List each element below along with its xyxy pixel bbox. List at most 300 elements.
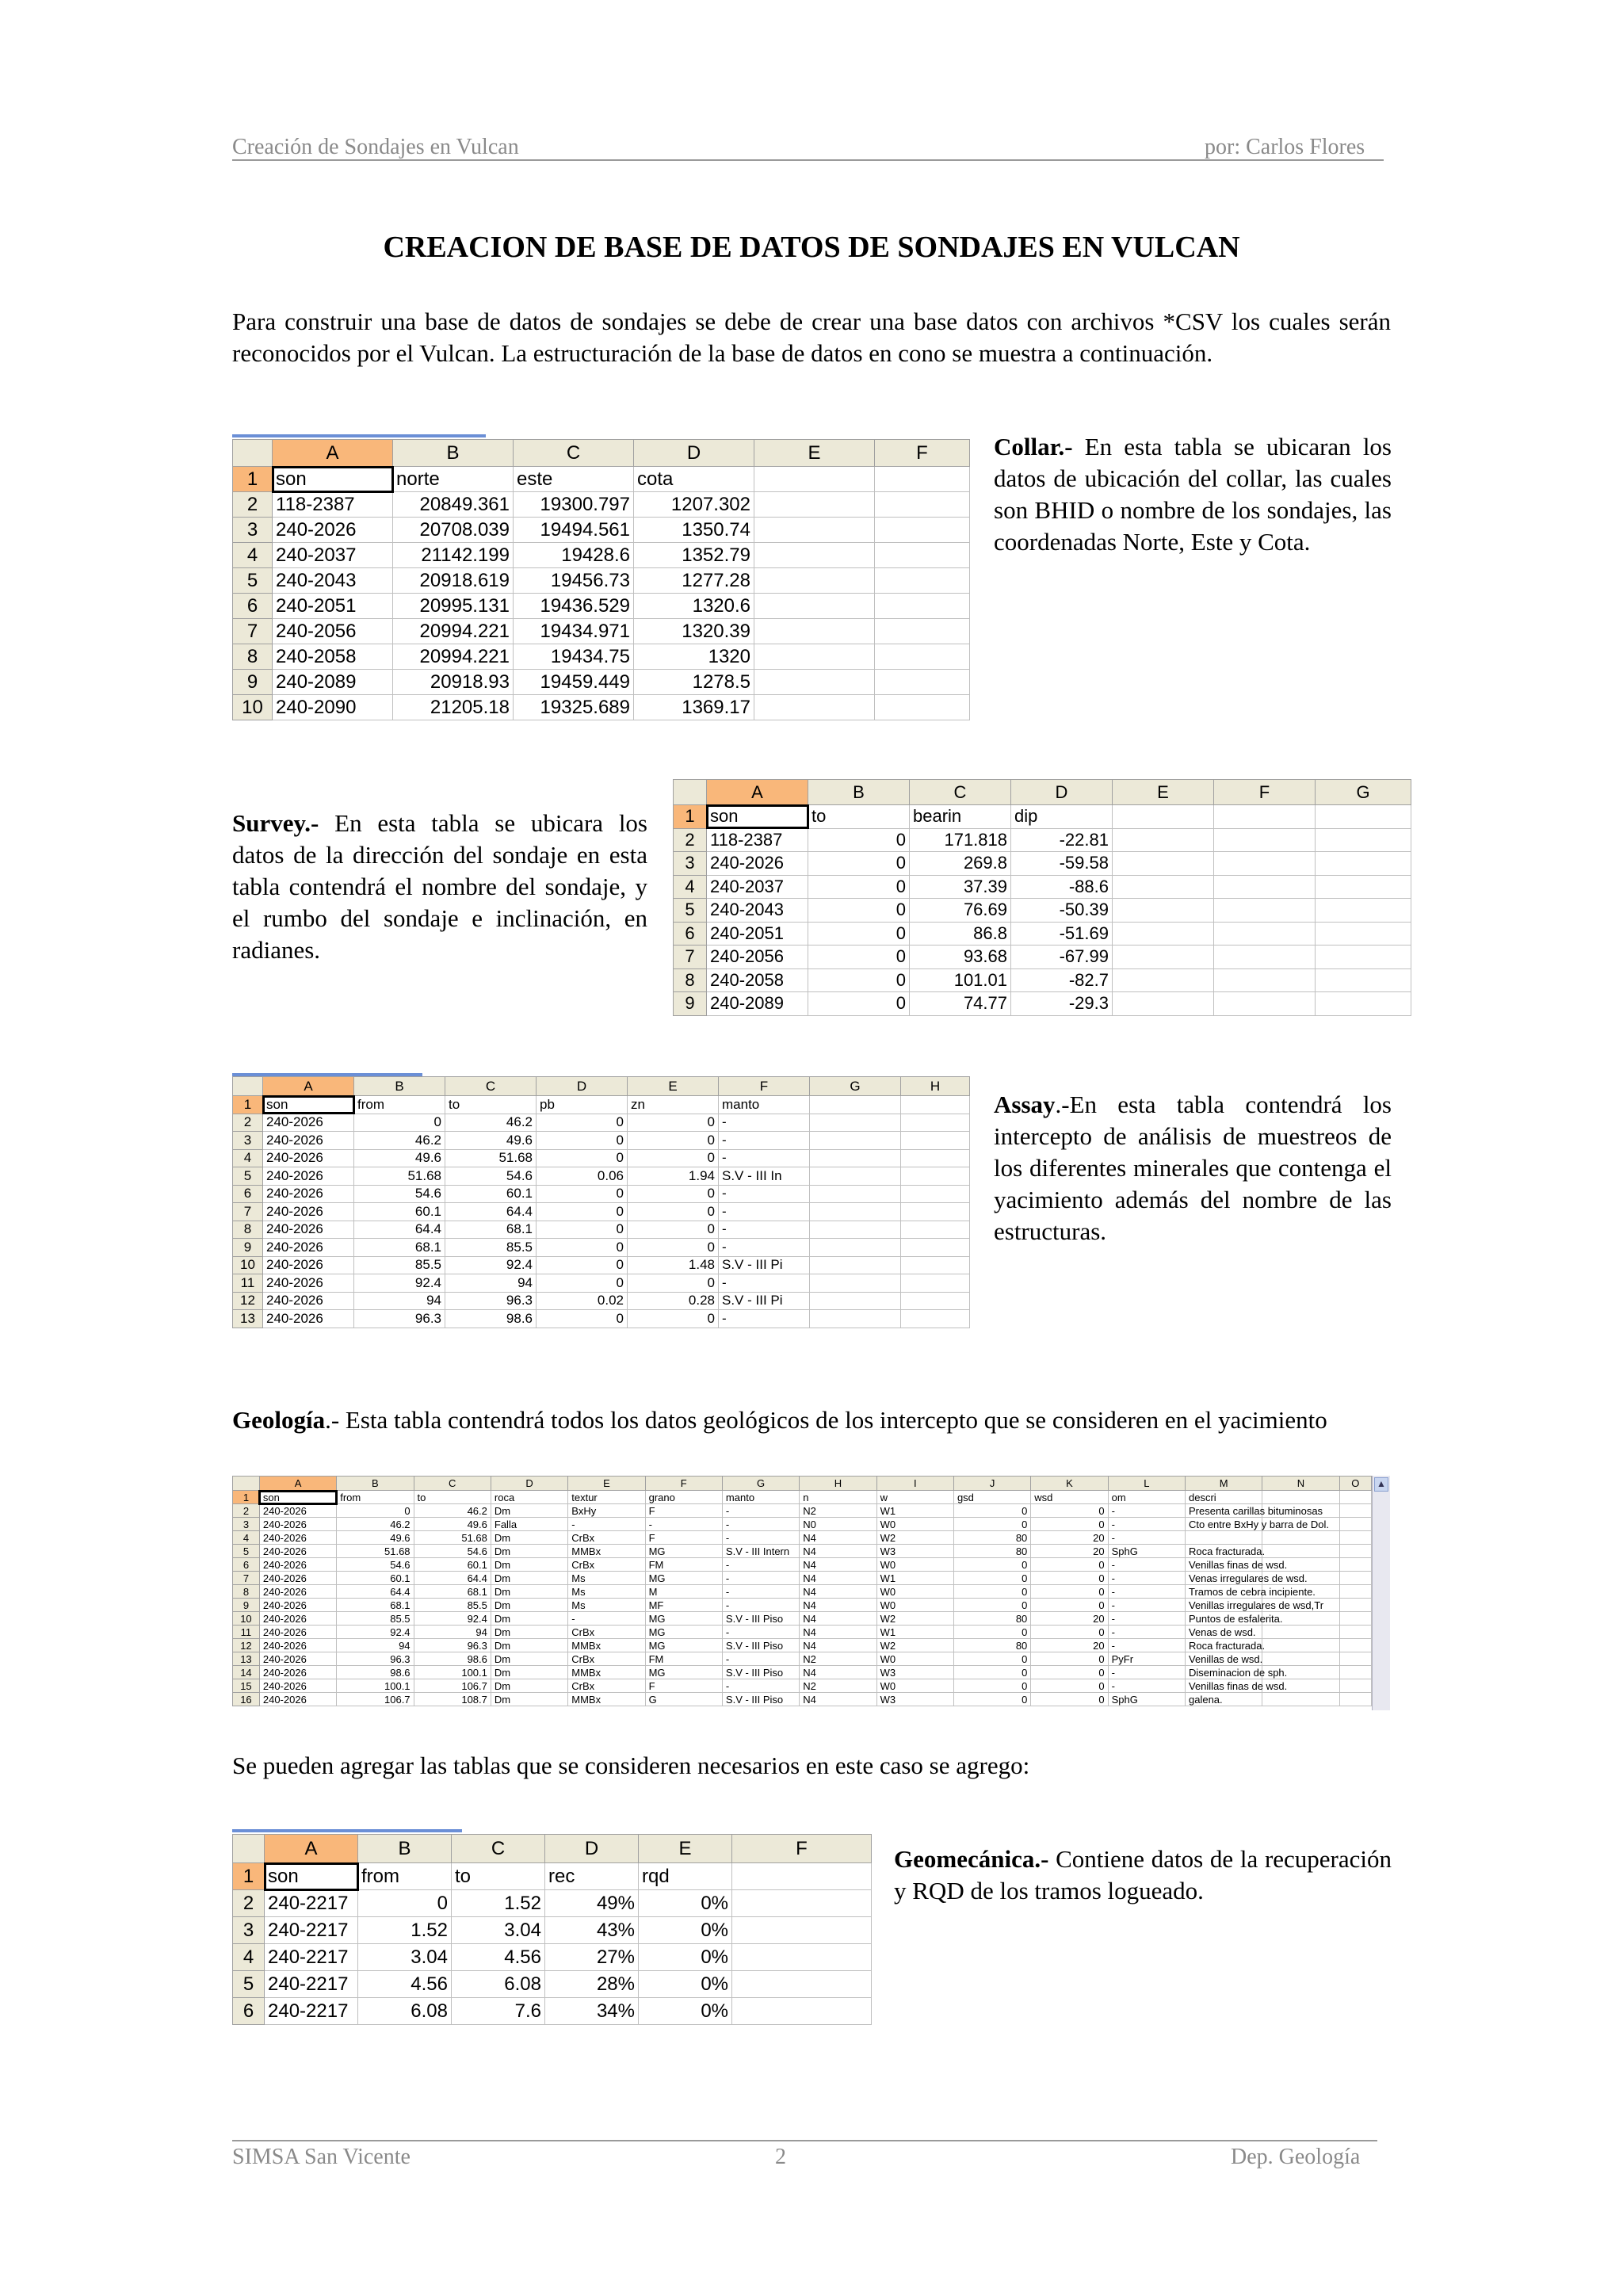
- cell[interactable]: [1339, 1652, 1371, 1666]
- cell[interactable]: 19494.561: [514, 518, 634, 543]
- cell[interactable]: Dm: [491, 1652, 567, 1666]
- cell[interactable]: [1316, 992, 1411, 1016]
- column-header-f[interactable]: F: [732, 1835, 872, 1863]
- row-header[interactable]: 3: [233, 518, 273, 543]
- cell[interactable]: [810, 1132, 901, 1150]
- cell[interactable]: CrBx: [568, 1652, 645, 1666]
- cell[interactable]: to: [808, 805, 910, 829]
- column-header-g[interactable]: G: [722, 1477, 799, 1491]
- cell[interactable]: [810, 1239, 901, 1257]
- row-header[interactable]: 6: [674, 922, 707, 946]
- cell[interactable]: -: [719, 1239, 810, 1257]
- row-header[interactable]: 11: [233, 1626, 260, 1639]
- cell[interactable]: este: [514, 467, 634, 492]
- cell[interactable]: [810, 1167, 901, 1186]
- cell[interactable]: 240-2026: [259, 1652, 336, 1666]
- column-header-d[interactable]: D: [1011, 780, 1113, 805]
- cell[interactable]: [1214, 805, 1316, 829]
- cell[interactable]: Dm: [491, 1531, 567, 1545]
- cell[interactable]: 96.3: [337, 1652, 414, 1666]
- cell[interactable]: 240-2026: [259, 1612, 336, 1626]
- cell[interactable]: -: [719, 1132, 810, 1150]
- row-header[interactable]: 8: [233, 644, 273, 670]
- column-header-b[interactable]: B: [808, 780, 910, 805]
- cell[interactable]: -: [1108, 1558, 1185, 1572]
- cell[interactable]: w: [876, 1491, 953, 1504]
- cell[interactable]: 0: [537, 1132, 628, 1150]
- column-header-c[interactable]: C: [514, 440, 634, 467]
- cell[interactable]: Dm: [491, 1666, 567, 1679]
- row-header[interactable]: 4: [233, 1944, 265, 1971]
- cell[interactable]: [732, 1890, 872, 1917]
- cell[interactable]: [754, 543, 875, 568]
- geologia-vertical-scrollbar[interactable]: [1372, 1476, 1390, 1710]
- cell[interactable]: 0: [628, 1149, 719, 1167]
- cell[interactable]: [754, 670, 875, 695]
- row-header[interactable]: 9: [674, 992, 707, 1016]
- cell[interactable]: 240-2090: [273, 695, 393, 720]
- cell[interactable]: to: [452, 1863, 545, 1890]
- cell[interactable]: 1207.302: [634, 492, 754, 518]
- cell[interactable]: 20: [1031, 1531, 1108, 1545]
- cell[interactable]: MG: [645, 1612, 722, 1626]
- column-header-e[interactable]: E: [628, 1077, 719, 1096]
- cell[interactable]: [1262, 1652, 1339, 1666]
- cell[interactable]: Cto entre BxHy y barra de Dol.: [1185, 1518, 1262, 1531]
- cell[interactable]: [901, 1149, 970, 1167]
- cell[interactable]: 19434.971: [514, 619, 634, 644]
- column-header-h[interactable]: H: [901, 1077, 970, 1096]
- column-header-a[interactable]: A: [707, 780, 808, 805]
- cell[interactable]: roca: [491, 1491, 567, 1504]
- column-header-j[interactable]: J: [953, 1477, 1030, 1491]
- cell[interactable]: [754, 467, 875, 492]
- cell[interactable]: -82.7: [1011, 968, 1113, 992]
- cell[interactable]: S.V - III Pi: [719, 1256, 810, 1274]
- cell[interactable]: 240-2043: [273, 568, 393, 594]
- cell[interactable]: W0: [876, 1652, 953, 1666]
- cell[interactable]: [1262, 1639, 1339, 1652]
- cell[interactable]: 0: [354, 1114, 445, 1132]
- cell[interactable]: 64.4: [337, 1585, 414, 1599]
- cell[interactable]: [901, 1185, 970, 1203]
- cell[interactable]: 98.6: [337, 1666, 414, 1679]
- cell[interactable]: -: [719, 1185, 810, 1203]
- cell[interactable]: 0%: [639, 1917, 732, 1944]
- cell[interactable]: 19325.689: [514, 695, 634, 720]
- cell[interactable]: [1339, 1545, 1371, 1558]
- column-header-g[interactable]: G: [1316, 780, 1411, 805]
- cell[interactable]: -: [719, 1149, 810, 1167]
- cell[interactable]: 240-2026: [263, 1256, 354, 1274]
- cell[interactable]: Ms: [568, 1599, 645, 1612]
- cell[interactable]: 0: [953, 1666, 1030, 1679]
- cell[interactable]: 96.3: [414, 1639, 491, 1652]
- cell[interactable]: -: [1108, 1626, 1185, 1639]
- cell[interactable]: [1339, 1572, 1371, 1585]
- column-header-e[interactable]: E: [1113, 780, 1214, 805]
- row-header[interactable]: 5: [233, 1545, 260, 1558]
- cell[interactable]: 0: [808, 968, 910, 992]
- cell[interactable]: F: [645, 1531, 722, 1545]
- cell[interactable]: F: [645, 1679, 722, 1693]
- cell[interactable]: [901, 1221, 970, 1239]
- cell[interactable]: Dm: [491, 1599, 567, 1612]
- cell[interactable]: from: [358, 1863, 452, 1890]
- cell[interactable]: [810, 1310, 901, 1328]
- cell[interactable]: [1262, 1626, 1339, 1639]
- cell[interactable]: [732, 1863, 872, 1890]
- cell[interactable]: W1: [876, 1504, 953, 1518]
- cell[interactable]: 46.2: [354, 1132, 445, 1150]
- cell[interactable]: [732, 1944, 872, 1971]
- cell[interactable]: N4: [800, 1666, 876, 1679]
- cell[interactable]: Venillas irregulares de wsd,Tr: [1185, 1599, 1262, 1612]
- column-header-l[interactable]: L: [1108, 1477, 1185, 1491]
- cell[interactable]: 27%: [545, 1944, 639, 1971]
- cell[interactable]: 85.5: [414, 1599, 491, 1612]
- cell[interactable]: N4: [800, 1545, 876, 1558]
- cell[interactable]: 106.7: [414, 1679, 491, 1693]
- cell[interactable]: [1214, 899, 1316, 923]
- cell[interactable]: [1113, 875, 1214, 899]
- cell[interactable]: 240-2026: [263, 1114, 354, 1132]
- cell[interactable]: 100.1: [337, 1679, 414, 1693]
- cell[interactable]: 19456.73: [514, 568, 634, 594]
- cell[interactable]: [1113, 899, 1214, 923]
- cell[interactable]: [901, 1132, 970, 1150]
- cell[interactable]: 0: [953, 1518, 1030, 1531]
- row-header[interactable]: 5: [233, 1167, 263, 1186]
- cell[interactable]: CrBx: [568, 1626, 645, 1639]
- cell[interactable]: -: [722, 1585, 799, 1599]
- cell[interactable]: 240-2051: [707, 922, 808, 946]
- cell[interactable]: [810, 1149, 901, 1167]
- cell[interactable]: [1339, 1599, 1371, 1612]
- cell[interactable]: [810, 1256, 901, 1274]
- cell[interactable]: 240-2026: [263, 1149, 354, 1167]
- cell[interactable]: 240-2026: [259, 1679, 336, 1693]
- cell[interactable]: [1113, 805, 1214, 829]
- cell[interactable]: [1214, 875, 1316, 899]
- cell[interactable]: 0: [537, 1274, 628, 1293]
- cell[interactable]: 0: [537, 1239, 628, 1257]
- cell[interactable]: [901, 1096, 970, 1114]
- cell[interactable]: 51.68: [414, 1531, 491, 1545]
- cell[interactable]: -: [722, 1558, 799, 1572]
- cell[interactable]: 0: [628, 1203, 719, 1221]
- row-header[interactable]: 15: [233, 1679, 260, 1693]
- cell[interactable]: -: [568, 1518, 645, 1531]
- cell[interactable]: Ms: [568, 1585, 645, 1599]
- cell[interactable]: -: [719, 1203, 810, 1221]
- cell[interactable]: [1214, 946, 1316, 969]
- column-header-c[interactable]: C: [910, 780, 1011, 805]
- cell[interactable]: Diseminacion de sph.: [1185, 1666, 1262, 1679]
- cell[interactable]: S.V - III Piso: [722, 1639, 799, 1652]
- cell[interactable]: [810, 1185, 901, 1203]
- cell[interactable]: -: [722, 1599, 799, 1612]
- cell[interactable]: bearin: [910, 805, 1011, 829]
- cell[interactable]: 1369.17: [634, 695, 754, 720]
- cell[interactable]: 49.6: [445, 1132, 537, 1150]
- cell[interactable]: [875, 619, 970, 644]
- cell[interactable]: Venillas finas de wsd.: [1185, 1679, 1262, 1693]
- cell[interactable]: 68.1: [337, 1599, 414, 1612]
- cell[interactable]: Puntos de esfalerita.: [1185, 1612, 1262, 1626]
- cell[interactable]: -: [1108, 1679, 1185, 1693]
- cell[interactable]: 240-2026: [259, 1626, 336, 1639]
- cell[interactable]: -: [722, 1679, 799, 1693]
- cell[interactable]: [1339, 1558, 1371, 1572]
- cell[interactable]: 21142.199: [393, 543, 514, 568]
- cell[interactable]: 1.52: [358, 1917, 452, 1944]
- cell[interactable]: MG: [645, 1545, 722, 1558]
- column-header-d[interactable]: D: [634, 440, 754, 467]
- cell[interactable]: 240-2056: [273, 619, 393, 644]
- cell[interactable]: 118-2387: [707, 828, 808, 852]
- cell[interactable]: 0: [537, 1203, 628, 1221]
- cell[interactable]: 60.1: [354, 1203, 445, 1221]
- cell[interactable]: -: [1108, 1599, 1185, 1612]
- cell[interactable]: [875, 543, 970, 568]
- cell[interactable]: 240-2026: [263, 1274, 354, 1293]
- cell[interactable]: 3.04: [452, 1917, 545, 1944]
- cell[interactable]: zn: [628, 1096, 719, 1114]
- cell[interactable]: 98.6: [414, 1652, 491, 1666]
- cell[interactable]: -: [1108, 1666, 1185, 1679]
- cell[interactable]: 0: [1031, 1518, 1108, 1531]
- cell[interactable]: -: [722, 1626, 799, 1639]
- cell[interactable]: 0: [1031, 1599, 1108, 1612]
- cell[interactable]: [754, 695, 875, 720]
- cell[interactable]: MMBx: [568, 1666, 645, 1679]
- cell[interactable]: 96.3: [354, 1310, 445, 1328]
- cell[interactable]: W0: [876, 1599, 953, 1612]
- select-all-corner[interactable]: [674, 780, 707, 805]
- cell[interactable]: 92.4: [414, 1612, 491, 1626]
- cell[interactable]: 240-2217: [265, 1971, 358, 1998]
- cell[interactable]: [875, 467, 970, 492]
- cell[interactable]: CrBx: [568, 1531, 645, 1545]
- cell[interactable]: Falla: [491, 1518, 567, 1531]
- column-header-e[interactable]: E: [568, 1477, 645, 1491]
- cell[interactable]: [1214, 992, 1316, 1016]
- cell[interactable]: 94: [445, 1274, 537, 1293]
- cell[interactable]: 0: [953, 1599, 1030, 1612]
- cell[interactable]: W2: [876, 1531, 953, 1545]
- column-header-b[interactable]: B: [393, 440, 514, 467]
- cell[interactable]: 0%: [639, 1944, 732, 1971]
- cell[interactable]: -: [719, 1221, 810, 1239]
- row-header[interactable]: 7: [674, 946, 707, 969]
- cell[interactable]: 240-2043: [707, 899, 808, 923]
- column-header-a[interactable]: A: [273, 440, 393, 467]
- column-header-e[interactable]: E: [754, 440, 875, 467]
- row-header[interactable]: 7: [233, 619, 273, 644]
- cell[interactable]: SphG: [1108, 1545, 1185, 1558]
- cell[interactable]: G: [645, 1693, 722, 1706]
- cell[interactable]: 240-2026: [263, 1239, 354, 1257]
- cell[interactable]: 240-2026: [259, 1666, 336, 1679]
- row-header[interactable]: 7: [233, 1203, 263, 1221]
- cell[interactable]: [901, 1239, 970, 1257]
- cell[interactable]: [875, 568, 970, 594]
- cell[interactable]: -: [719, 1114, 810, 1132]
- column-header-f[interactable]: F: [719, 1077, 810, 1096]
- cell[interactable]: 0: [1031, 1652, 1108, 1666]
- cell[interactable]: [1339, 1679, 1371, 1693]
- cell[interactable]: [901, 1114, 970, 1132]
- cell[interactable]: 0: [1031, 1504, 1108, 1518]
- cell[interactable]: 20708.039: [393, 518, 514, 543]
- cell[interactable]: 20849.361: [393, 492, 514, 518]
- cell[interactable]: galena.: [1185, 1693, 1262, 1706]
- cell[interactable]: 64.4: [354, 1221, 445, 1239]
- scroll-up-icon[interactable]: ▲: [1374, 1477, 1388, 1492]
- cell[interactable]: 240-2037: [707, 875, 808, 899]
- row-header[interactable]: 4: [233, 1531, 260, 1545]
- cell[interactable]: son: [263, 1096, 354, 1114]
- cell[interactable]: 49%: [545, 1890, 639, 1917]
- cell[interactable]: M: [645, 1585, 722, 1599]
- row-header[interactable]: 2: [233, 492, 273, 518]
- column-header-h[interactable]: H: [800, 1477, 876, 1491]
- cell[interactable]: [1316, 875, 1411, 899]
- row-header[interactable]: 12: [233, 1639, 260, 1652]
- cell[interactable]: -: [1108, 1518, 1185, 1531]
- cell[interactable]: FM: [645, 1558, 722, 1572]
- cell[interactable]: 3.04: [358, 1944, 452, 1971]
- row-header[interactable]: 5: [674, 899, 707, 923]
- cell[interactable]: cota: [634, 467, 754, 492]
- cell[interactable]: [1316, 968, 1411, 992]
- cell[interactable]: N4: [800, 1585, 876, 1599]
- column-header-o[interactable]: O: [1339, 1477, 1371, 1491]
- cell[interactable]: MG: [645, 1572, 722, 1585]
- cell[interactable]: [875, 492, 970, 518]
- cell[interactable]: -: [1108, 1504, 1185, 1518]
- cell[interactable]: 0%: [639, 1998, 732, 2025]
- cell[interactable]: 80: [953, 1531, 1030, 1545]
- cell[interactable]: W1: [876, 1626, 953, 1639]
- cell[interactable]: W2: [876, 1639, 953, 1652]
- cell[interactable]: Ms: [568, 1572, 645, 1585]
- cell[interactable]: S.V - III In: [719, 1167, 810, 1186]
- cell[interactable]: [754, 644, 875, 670]
- cell[interactable]: n: [800, 1491, 876, 1504]
- column-header-d[interactable]: D: [545, 1835, 639, 1863]
- cell[interactable]: 0: [1031, 1679, 1108, 1693]
- cell[interactable]: to: [445, 1096, 537, 1114]
- row-header[interactable]: 13: [233, 1310, 263, 1328]
- cell[interactable]: FM: [645, 1652, 722, 1666]
- cell[interactable]: 54.6: [354, 1185, 445, 1203]
- cell[interactable]: [810, 1221, 901, 1239]
- cell[interactable]: 46.2: [337, 1518, 414, 1531]
- cell[interactable]: -22.81: [1011, 828, 1113, 852]
- cell[interactable]: 85.5: [354, 1256, 445, 1274]
- cell[interactable]: 51.68: [354, 1167, 445, 1186]
- cell[interactable]: [1262, 1545, 1339, 1558]
- cell[interactable]: 0: [628, 1132, 719, 1150]
- cell[interactable]: 19300.797: [514, 492, 634, 518]
- cell[interactable]: 54.6: [414, 1545, 491, 1558]
- cell[interactable]: 1320.39: [634, 619, 754, 644]
- cell[interactable]: rqd: [639, 1863, 732, 1890]
- row-header[interactable]: 14: [233, 1666, 260, 1679]
- cell[interactable]: S.V - III Piso: [722, 1693, 799, 1706]
- cell[interactable]: [810, 1203, 901, 1221]
- column-header-f[interactable]: F: [645, 1477, 722, 1491]
- cell[interactable]: 0: [537, 1114, 628, 1132]
- column-header-c[interactable]: C: [452, 1835, 545, 1863]
- cell[interactable]: [810, 1114, 901, 1132]
- row-header[interactable]: 6: [233, 594, 273, 619]
- cell[interactable]: Dm: [491, 1585, 567, 1599]
- cell[interactable]: 240-2058: [707, 968, 808, 992]
- cell[interactable]: 0: [953, 1572, 1030, 1585]
- cell[interactable]: 0: [358, 1890, 452, 1917]
- column-header-b[interactable]: B: [354, 1077, 445, 1096]
- cell[interactable]: 80: [953, 1612, 1030, 1626]
- cell[interactable]: 19428.6: [514, 543, 634, 568]
- cell[interactable]: 240-2089: [707, 992, 808, 1016]
- column-header-d[interactable]: D: [491, 1477, 567, 1491]
- cell[interactable]: 0: [628, 1221, 719, 1239]
- cell[interactable]: W1: [876, 1572, 953, 1585]
- cell[interactable]: [1316, 899, 1411, 923]
- row-header[interactable]: 1: [233, 1096, 263, 1114]
- cell[interactable]: 94: [414, 1626, 491, 1639]
- cell[interactable]: [810, 1292, 901, 1310]
- cell[interactable]: 54.6: [445, 1167, 537, 1186]
- cell[interactable]: 240-2026: [259, 1585, 336, 1599]
- cell[interactable]: 20995.131: [393, 594, 514, 619]
- cell[interactable]: 6.08: [358, 1998, 452, 2025]
- cell[interactable]: 0: [953, 1504, 1030, 1518]
- cell[interactable]: Venas irregulares de wsd.: [1185, 1572, 1262, 1585]
- cell[interactable]: S.V - III Intern: [722, 1545, 799, 1558]
- cell[interactable]: MMBx: [568, 1545, 645, 1558]
- cell[interactable]: 240-2051: [273, 594, 393, 619]
- cell[interactable]: 49.6: [414, 1518, 491, 1531]
- cell[interactable]: N0: [800, 1518, 876, 1531]
- cell[interactable]: 0: [628, 1310, 719, 1328]
- cell[interactable]: 0: [808, 946, 910, 969]
- cell[interactable]: 0: [953, 1558, 1030, 1572]
- column-header-f[interactable]: F: [875, 440, 970, 467]
- cell[interactable]: 20918.93: [393, 670, 514, 695]
- cell[interactable]: from: [337, 1491, 414, 1504]
- cell[interactable]: 1278.5: [634, 670, 754, 695]
- cell[interactable]: 0: [628, 1114, 719, 1132]
- cell[interactable]: 240-2058: [273, 644, 393, 670]
- cell[interactable]: [1339, 1504, 1371, 1518]
- cell[interactable]: [901, 1256, 970, 1274]
- cell[interactable]: 0: [628, 1185, 719, 1203]
- cell[interactable]: [1339, 1693, 1371, 1706]
- cell[interactable]: 4.56: [452, 1944, 545, 1971]
- cell[interactable]: 80: [953, 1545, 1030, 1558]
- cell[interactable]: W3: [876, 1666, 953, 1679]
- cell[interactable]: 171.818: [910, 828, 1011, 852]
- cell[interactable]: -: [1108, 1612, 1185, 1626]
- cell[interactable]: 240-2026: [263, 1167, 354, 1186]
- cell[interactable]: [1113, 992, 1214, 1016]
- cell[interactable]: 240-2026: [259, 1531, 336, 1545]
- cell[interactable]: -: [722, 1652, 799, 1666]
